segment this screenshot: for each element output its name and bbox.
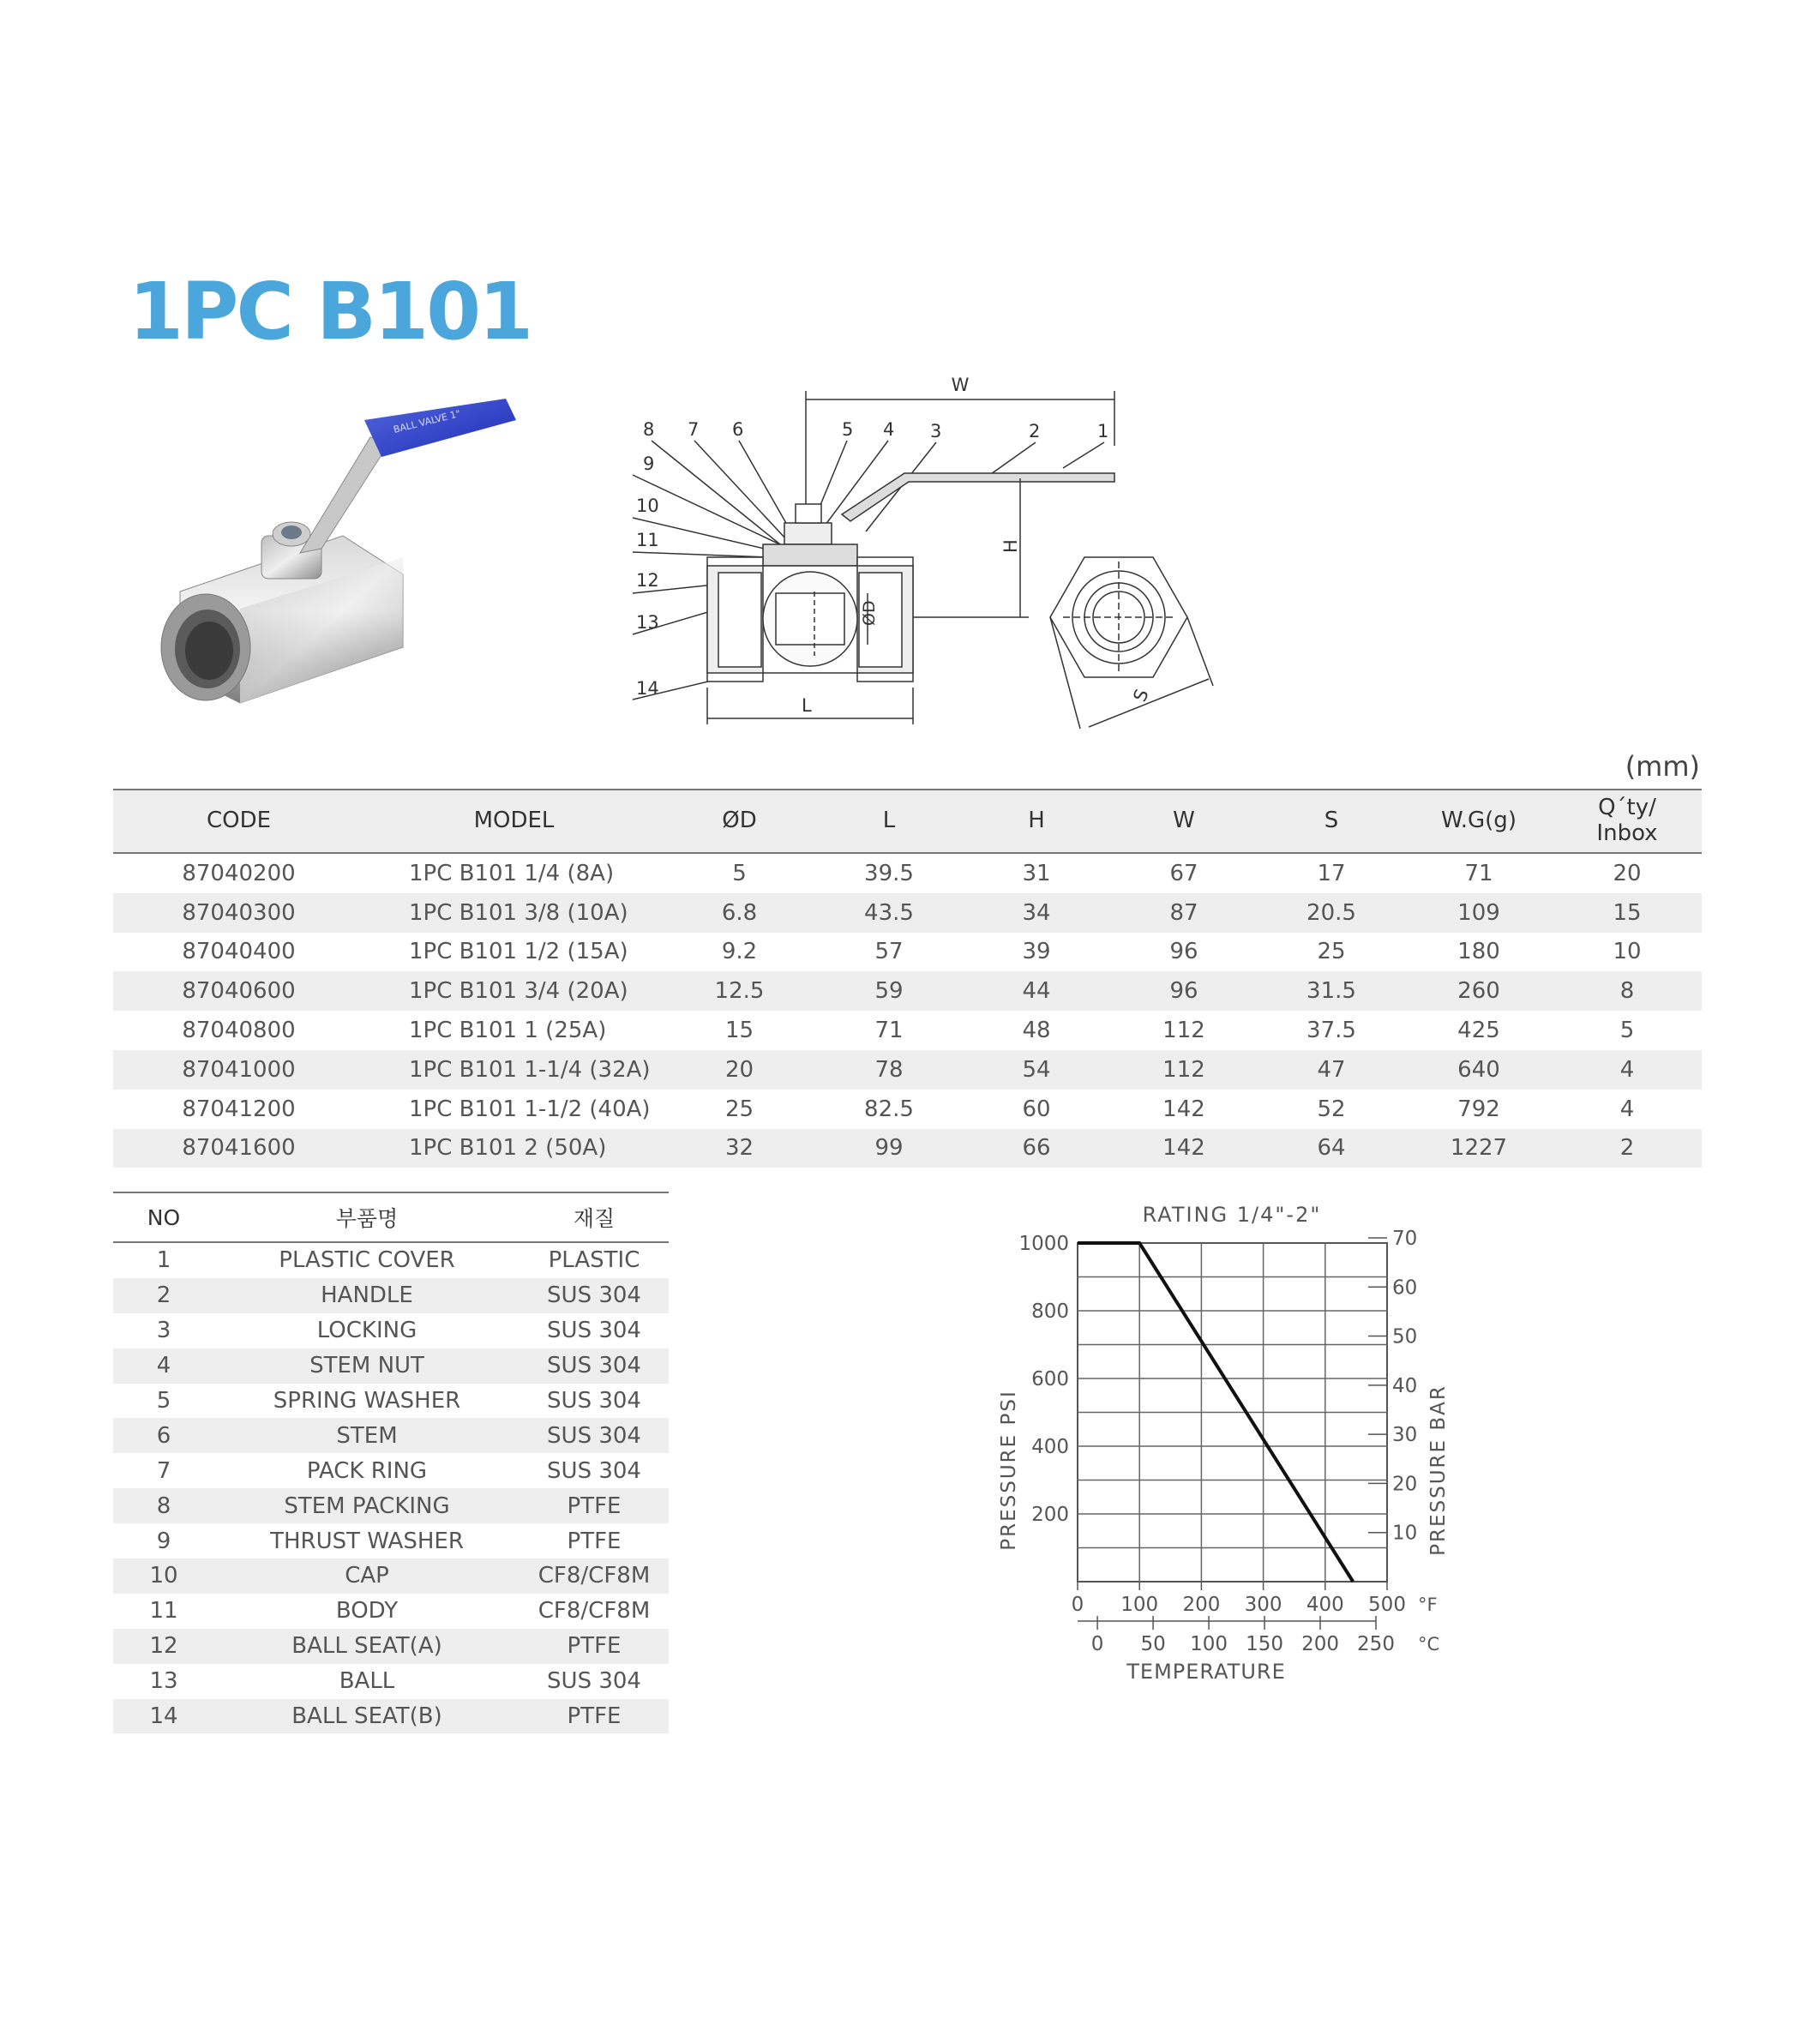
y2-axis-label: PRESSURE BAR (1427, 1384, 1450, 1556)
list-item (113, 1594, 669, 1629)
parts-table (113, 1192, 669, 1733)
table-cell: 142 (1162, 1096, 1205, 1122)
list-item (113, 1278, 669, 1313)
table-cell: 17 (1317, 860, 1346, 886)
table-cell: 99 (815, 1129, 963, 1168)
x-tick-label: 0 (1071, 1594, 1084, 1616)
table-cell: SUS 304 (520, 1278, 669, 1313)
table-cell: PTFE (520, 1699, 669, 1734)
table-cell: 109 (1405, 893, 1553, 933)
table-cell: LOCKING (316, 1318, 417, 1344)
table-cell: 59 (815, 971, 963, 1011)
callout-6: 6 (732, 419, 744, 440)
table-cell: 8 (1553, 971, 1702, 1011)
table-cell: 31 (1022, 860, 1051, 886)
y-tick-label: 600 (1031, 1368, 1069, 1390)
table-cell: 48 (1022, 1018, 1051, 1044)
col-part-name: 부품명 (214, 1192, 520, 1242)
table-cell: CF8/CF8M (520, 1559, 669, 1594)
list-item (113, 1313, 669, 1348)
y2-tick-label: 10 (1392, 1522, 1418, 1545)
callout-14: 14 (636, 678, 659, 699)
table-cell: 9.2 (721, 939, 758, 965)
y-tick-label: 200 (1031, 1504, 1069, 1526)
table-row (113, 893, 1702, 933)
y2-tick-label: 50 (1392, 1325, 1418, 1348)
chart-title: RATING 1/4"-2" (1142, 1203, 1322, 1227)
list-item (113, 1348, 669, 1384)
x2-tick-label: 100 (1190, 1633, 1228, 1655)
table-cell: 96 (1169, 939, 1198, 965)
table-cell: 87041200 (182, 1096, 296, 1122)
table-cell: 792 (1457, 1096, 1500, 1122)
table-cell: BALL (339, 1668, 395, 1695)
chart-grid (1078, 1243, 1387, 1582)
col-w: W (1110, 790, 1258, 853)
table-cell: 37.5 (1306, 1018, 1356, 1044)
table-cell: SUS 304 (520, 1418, 669, 1453)
dim-w: W (951, 375, 970, 395)
table-cell: PTFE (520, 1488, 669, 1523)
col-d: ØD (664, 790, 815, 853)
qty-header-line2: Inbox (1596, 820, 1658, 846)
dim-s: S (1129, 686, 1153, 705)
table-cell: PTFE (520, 1629, 669, 1664)
table-cell: 10 (1613, 939, 1642, 965)
callout-4: 4 (883, 419, 895, 440)
table-row (113, 933, 1702, 972)
table-cell: 7 (156, 1457, 171, 1484)
x-tick-label: 300 (1244, 1594, 1282, 1616)
dim-l: L (802, 695, 812, 716)
list-item (113, 1699, 669, 1734)
table-cell: 260 (1405, 971, 1553, 1011)
table-cell: 87040800 (182, 1018, 296, 1044)
table-cell: 9 (156, 1528, 171, 1554)
table-cell: 8 (113, 1488, 214, 1523)
list-item (113, 1629, 669, 1664)
table-cell: 87040300 (113, 893, 364, 933)
table-cell: 142 (1110, 1129, 1258, 1168)
chart-ticks (1018, 1228, 1439, 1655)
table-cell: HANDLE (214, 1278, 520, 1313)
page-title: 1PC B101 (129, 266, 532, 357)
callout-9: 9 (643, 453, 655, 474)
table-row (113, 1129, 1702, 1168)
table-cell: 1 (156, 1247, 171, 1274)
table-cell: 25 (724, 1096, 754, 1122)
table-cell: 4 (113, 1348, 214, 1384)
table-cell: 1PC B101 1/2 (15A) (409, 939, 628, 965)
product-photo (146, 390, 523, 724)
table-cell: 1PC B101 3/8 (10A) (364, 893, 664, 933)
x2-unit-label: °C (1418, 1634, 1440, 1655)
table-cell: 6.8 (664, 893, 815, 933)
y2-tick-label: 60 (1392, 1276, 1418, 1300)
table-cell: 87040200 (182, 860, 296, 886)
table-cell: 112 (1110, 1050, 1258, 1090)
list-item (113, 1418, 669, 1453)
table-cell: SPRING WASHER (273, 1388, 461, 1414)
table-cell: 82.5 (864, 1096, 914, 1122)
table-cell: 11 (149, 1598, 178, 1625)
col-model: MODEL (364, 790, 664, 853)
table-cell: 20 (664, 1050, 815, 1090)
table-cell: 12.5 (664, 971, 815, 1011)
table-cell: 3 (156, 1318, 171, 1344)
table-cell: BALL SEAT(B) (214, 1699, 520, 1734)
table-cell: 25 (1317, 939, 1346, 965)
callout-12: 12 (636, 570, 659, 591)
table-cell: SUS 304 (547, 1318, 641, 1344)
table-cell: 2 (1553, 1129, 1702, 1168)
table-cell: 66 (963, 1129, 1110, 1168)
table-cell: 87041600 (113, 1129, 364, 1168)
table-cell: 1PC B101 1 (25A) (409, 1018, 607, 1044)
table-cell: PLASTIC (548, 1247, 640, 1274)
table-cell: STEM (214, 1418, 520, 1453)
table-cell: PACK RING (306, 1457, 428, 1484)
list-item (113, 1664, 669, 1699)
table-cell: 1PC B101 1/4 (8A) (409, 860, 615, 886)
x2-tick-label: 200 (1301, 1633, 1339, 1655)
table-cell: 20.5 (1258, 893, 1405, 933)
col-qty (1553, 790, 1702, 853)
table-cell: 1PC B101 1-1/4 (32A) (364, 1050, 664, 1090)
handle-label: BALL VALVE 1" (392, 407, 462, 435)
callout-8: 8 (643, 419, 655, 440)
dim-h: H (1000, 539, 1021, 553)
table-cell: 1227 (1405, 1129, 1553, 1168)
table-cell: 10 (113, 1559, 214, 1594)
list-item (113, 1559, 669, 1594)
table-cell: 15 (1553, 893, 1702, 933)
table-cell: 5 (732, 860, 747, 886)
table-cell: 44 (963, 971, 1110, 1011)
table-cell: 60 (1022, 1096, 1051, 1122)
table-cell: 52 (1317, 1096, 1346, 1122)
x-axis-label: TEMPERATURE (1126, 1660, 1286, 1684)
table-cell: 34 (963, 893, 1110, 933)
table-cell: 57 (874, 939, 904, 965)
table-cell: 32 (664, 1129, 815, 1168)
table-cell: 31.5 (1258, 971, 1405, 1011)
y2-tick-label: 30 (1392, 1424, 1418, 1447)
y2-tick-label: 40 (1392, 1374, 1418, 1397)
table-cell: 425 (1457, 1018, 1500, 1044)
list-item (113, 1242, 669, 1278)
table-cell: BALL SEAT(A) (214, 1629, 520, 1664)
callout-3: 3 (930, 421, 942, 441)
table-cell: 1PC B101 2 (50A) (364, 1129, 664, 1168)
x-tick-label: 500 (1368, 1594, 1406, 1616)
callout-7: 7 (688, 419, 700, 440)
spec-table (113, 789, 1702, 1168)
col-l: L (815, 790, 963, 853)
x-tick-label: 100 (1120, 1594, 1159, 1616)
table-row (113, 1090, 1702, 1129)
y-tick-label: 400 (1031, 1436, 1069, 1458)
y2-tick-label: 70 (1392, 1227, 1418, 1250)
callout-10: 10 (636, 495, 659, 516)
callout-11: 11 (636, 530, 659, 550)
list-item (113, 1453, 669, 1488)
qty-header-line1: Q´ty/ (1598, 795, 1656, 821)
table-cell: 112 (1162, 1018, 1205, 1044)
table-row (113, 853, 1702, 893)
table-cell: SUS 304 (547, 1668, 641, 1695)
table-cell: 64 (1258, 1129, 1405, 1168)
callout-1: 1 (1097, 421, 1109, 441)
parts-header-row (113, 1192, 669, 1242)
table-cell: 5 (156, 1388, 171, 1414)
dim-d: ØD (860, 600, 879, 626)
table-cell: 96 (1110, 971, 1258, 1011)
table-cell: 47 (1258, 1050, 1405, 1090)
table-row (113, 1011, 1702, 1050)
x-tick-label: 400 (1306, 1594, 1344, 1616)
table-cell: 180 (1457, 939, 1500, 965)
table-cell: 5 (1619, 1018, 1635, 1044)
table-cell: 640 (1405, 1050, 1553, 1090)
x2-tick-label: 150 (1246, 1633, 1283, 1655)
col-material: 재질 (520, 1192, 669, 1242)
callout-13: 13 (636, 612, 659, 633)
y-tick-label: 800 (1031, 1300, 1069, 1323)
col-no: NO (113, 1192, 214, 1242)
col-h: H (963, 790, 1110, 853)
table-cell: 78 (815, 1050, 963, 1090)
table-row (113, 1050, 1702, 1090)
table-cell: 87040600 (113, 971, 364, 1011)
table-cell: 4 (1553, 1050, 1702, 1090)
table-cell: 1PC B101 1-1/2 (40A) (409, 1096, 651, 1122)
table-cell: 43.5 (815, 893, 963, 933)
callout-2: 2 (1029, 421, 1041, 441)
col-s: S (1258, 790, 1405, 853)
list-item (113, 1488, 669, 1523)
x2-tick-label: 250 (1357, 1633, 1395, 1655)
x-unit-label: °F (1418, 1595, 1438, 1615)
y-tick-label: 1000 (1018, 1233, 1069, 1255)
table-cell: SUS 304 (547, 1388, 641, 1414)
table-cell: 87040400 (182, 939, 296, 965)
spec-header-row (113, 790, 1702, 853)
col-code: CODE (113, 790, 364, 853)
table-cell: STEM PACKING (214, 1488, 520, 1523)
x2-tick-label: 0 (1090, 1633, 1104, 1655)
table-cell: 54 (963, 1050, 1110, 1090)
table-cell: 39 (1022, 939, 1051, 965)
table-cell: SUS 304 (520, 1348, 669, 1384)
unit-label: (mm) (1625, 750, 1700, 783)
table-cell: 39.5 (864, 860, 914, 886)
table-cell: THRUST WASHER (270, 1528, 464, 1554)
table-cell: CF8/CF8M (538, 1598, 651, 1625)
table-cell: 87041000 (113, 1050, 364, 1090)
table-cell: STEM NUT (214, 1348, 520, 1384)
table-cell: PLASTIC COVER (279, 1247, 455, 1274)
table-cell: 13 (149, 1668, 178, 1695)
table-cell: 67 (1169, 860, 1198, 886)
table-cell: 71 (874, 1018, 904, 1044)
x2-tick-label: 50 (1140, 1633, 1166, 1655)
list-item (113, 1523, 669, 1559)
table-cell: 2 (113, 1278, 214, 1313)
table-row (113, 971, 1702, 1011)
table-cell: 71 (1464, 860, 1493, 886)
col-weight: W.G(g) (1405, 790, 1553, 853)
x-tick-label: 200 (1182, 1594, 1221, 1616)
table-cell: 15 (724, 1018, 754, 1044)
table-cell: 14 (113, 1699, 214, 1734)
table-cell: 87 (1110, 893, 1258, 933)
table-cell: 20 (1613, 860, 1642, 886)
valve-technical-drawing (617, 369, 1217, 742)
pressure-temperature-chart (977, 1187, 1457, 1693)
callout-5: 5 (842, 419, 854, 440)
table-cell: CAP (214, 1559, 520, 1594)
table-cell: 4 (1619, 1096, 1635, 1122)
table-cell: 6 (113, 1418, 214, 1453)
table-cell: 1PC B101 3/4 (20A) (364, 971, 664, 1011)
table-cell: PTFE (567, 1528, 622, 1554)
table-cell: SUS 304 (547, 1457, 641, 1484)
list-item (113, 1384, 669, 1419)
table-cell: BODY (335, 1598, 399, 1625)
table-cell: 12 (113, 1629, 214, 1664)
y-axis-label: PRESSURE PSI (998, 1390, 1020, 1551)
y2-tick-label: 20 (1392, 1473, 1418, 1496)
